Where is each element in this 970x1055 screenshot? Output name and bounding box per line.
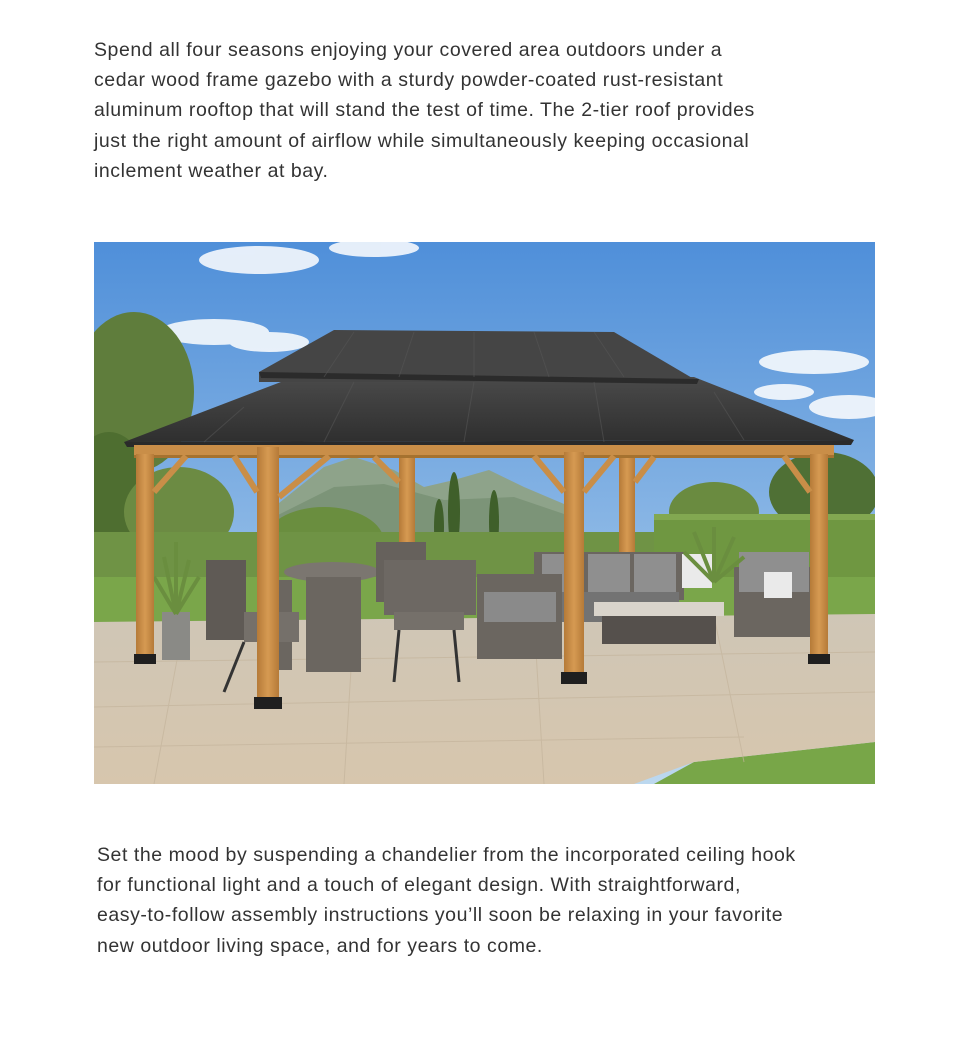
intro-line: just the right amount of airflow while simultaneously keeping occasional bbox=[94, 129, 750, 152]
closing-line: new outdoor living space, and for years to come. bbox=[97, 934, 543, 957]
intro-line: inclement weather at bay. bbox=[94, 159, 329, 182]
intro-line: aluminum rooftop that will stand the test of time. The 2-tier roof provides bbox=[94, 99, 755, 122]
intro-paragraph bbox=[94, 35, 894, 186]
closing-line: easy-to-follow assembly instructions you’ll soon be relaxing in your favorite bbox=[97, 904, 784, 927]
intro-line: cedar wood frame gazebo with a sturdy powder-coated rust-resistant bbox=[94, 69, 724, 92]
closing-line: for functional light and a touch of elegant design. With straightforward, bbox=[97, 874, 741, 897]
closing-paragraph bbox=[97, 840, 897, 961]
gazebo-product-photo bbox=[94, 242, 875, 784]
closing-line: Set the mood by suspending a chandelier from the incorporated ceiling hook bbox=[97, 844, 796, 866]
intro-line: Spend all four seasons enjoying your covered area outdoors under a bbox=[94, 39, 723, 61]
